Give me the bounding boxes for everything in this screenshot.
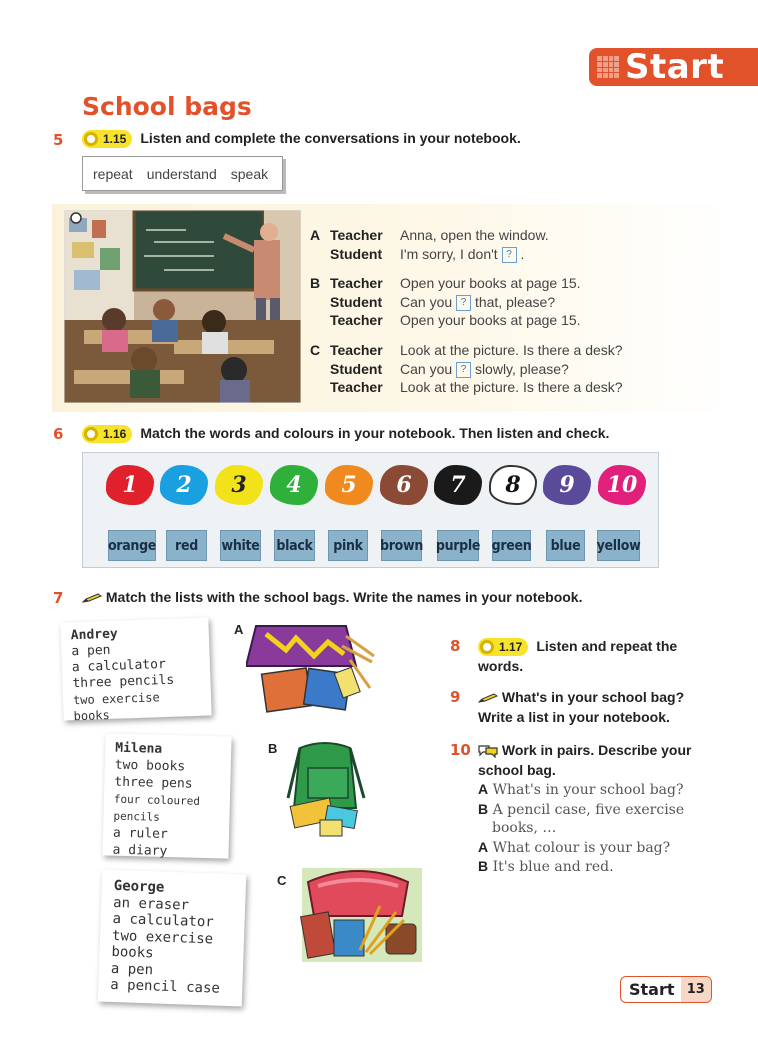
list-item: a ruler: [112, 825, 168, 843]
conversation-line: It's blue and red.: [492, 859, 614, 875]
school-bag-c-illustration: [298, 862, 426, 968]
conversation-speaker: B: [478, 800, 489, 817]
colour-word-tile: red: [166, 530, 207, 561]
colour-word-tile: black: [274, 530, 315, 561]
list-note-milena: [102, 733, 231, 858]
colour-word-tile: white: [220, 530, 261, 561]
speaker: Student: [330, 360, 383, 377]
instruction-text: words.: [478, 658, 524, 675]
audio-track-badge[interactable]: [478, 638, 528, 656]
line-text: Anna, open the window.: [400, 227, 549, 243]
line-text: that, please?: [474, 293, 556, 310]
colour-blob-4: [270, 465, 318, 505]
list-item: a pencil case: [110, 976, 221, 997]
colour-word-tile: brown: [381, 530, 422, 561]
conversation-line: What's in your school bag?: [492, 782, 684, 798]
colour-word-tile: orange: [108, 530, 156, 561]
speaker: Student: [330, 245, 383, 262]
pencil-icon: [478, 693, 498, 703]
list-note-andrey: [60, 617, 211, 724]
colour-blob-5: [325, 465, 373, 505]
blob-number: 6: [396, 472, 412, 498]
conversation-line: books, …: [492, 820, 557, 836]
dialogue-letter: A: [310, 227, 321, 243]
colour-word-tile: pink: [328, 530, 368, 561]
dialogue-letter: B: [310, 275, 321, 291]
page-footer: [620, 976, 712, 1003]
track-number: 1.15: [103, 132, 127, 147]
conversation-line: What colour is your bag?: [492, 839, 671, 856]
list-item: a calculator: [112, 910, 215, 931]
exercise-9: [450, 687, 720, 727]
section-tab-label: Start: [625, 47, 725, 87]
exercise-number-7: 7: [53, 589, 64, 607]
colour-blob-7: [434, 465, 482, 505]
pair-conversation: [478, 780, 718, 877]
exercise-8: [450, 636, 720, 676]
bag-label-c: C: [277, 873, 287, 888]
exercise-7-instruction: [82, 589, 582, 605]
page-number: 13: [681, 977, 711, 1002]
grid-icon: [597, 56, 619, 78]
bag-label-a: A: [234, 622, 244, 637]
list-item: an eraser: [112, 894, 190, 914]
instruction-text: Listen and complete the conversations in your notebook.: [140, 130, 521, 146]
list-item: two exercise books: [72, 690, 160, 724]
colour-word-tile: blue: [546, 530, 585, 561]
colour-blob-9: [543, 465, 591, 505]
school-bag-b-illustration: [282, 738, 378, 838]
list-item: four coloured pencils: [113, 792, 201, 824]
list-item: two books: [114, 757, 186, 775]
cd-icon: [480, 640, 494, 654]
blob-number: 7: [450, 472, 466, 498]
colour-word-tile: green: [492, 530, 531, 561]
instruction-text: Write a list in your notebook.: [478, 709, 670, 725]
line-text: .: [520, 245, 525, 262]
colour-word-tile: purple: [437, 530, 479, 561]
blob-number: 8: [505, 472, 521, 498]
list-note-george: [98, 870, 247, 1007]
pair-work-icon: [478, 744, 498, 758]
line-text: I'm sorry, I don't: [400, 245, 498, 262]
colour-blob-3: [215, 465, 263, 505]
audio-track-badge[interactable]: [82, 425, 132, 443]
conversation-line: A pencil case, five exercise: [492, 801, 685, 818]
list-item: a calculator: [71, 656, 167, 676]
speaker: Teacher: [330, 379, 383, 395]
classroom-photo: [64, 210, 301, 403]
conversation-speaker: A: [478, 838, 489, 855]
instruction-text: Work in pairs. Describe your: [501, 742, 692, 758]
exercise-10: [450, 740, 720, 780]
list-item: two exercise: [111, 927, 214, 947]
blob-number: 9: [559, 472, 575, 498]
instruction-text: Match the lists with the school bags. Write the names in your notebook.: [105, 589, 583, 605]
list-item: a pen: [110, 960, 154, 978]
colour-blob-6: [380, 465, 428, 505]
conversation-speaker: A: [478, 781, 489, 797]
colour-word-tile: yellow: [597, 530, 640, 561]
speaker: Teacher: [330, 275, 383, 291]
blob-number: 2: [176, 472, 192, 498]
line-text: Can you: [400, 293, 453, 310]
audio-track-badge[interactable]: [82, 130, 132, 148]
colour-blob-8: [489, 465, 537, 505]
gap-box[interactable]: ?: [456, 295, 471, 311]
instruction-text: Listen and repeat the: [536, 638, 678, 654]
colour-blob-2: [160, 465, 208, 505]
dialogue-a: [310, 226, 640, 263]
blob-number: 4: [286, 472, 302, 498]
word-box: [82, 156, 283, 191]
dialogue-b: [310, 274, 640, 330]
footer-label: Start: [629, 980, 675, 999]
dialogue-letter: C: [310, 342, 321, 358]
exercise-number-10: 10: [450, 741, 471, 759]
line-text: Look at the picture. Is there a desk?: [400, 379, 623, 395]
list-item: three pens: [114, 774, 193, 792]
exercise-number-6: 6: [53, 425, 64, 443]
pencil-icon: [82, 593, 102, 603]
list-name: George: [113, 877, 165, 896]
cd-icon: [84, 132, 98, 146]
colour-blob-1: [106, 465, 154, 505]
bag-label-b: B: [268, 741, 278, 756]
section-title: School bags: [82, 92, 252, 121]
list-name: Andrey: [70, 626, 119, 644]
school-bag-a-illustration: [246, 616, 378, 716]
instruction-text: school bag.: [478, 762, 556, 778]
line-text: slowly, please?: [474, 360, 569, 377]
blob-number: 3: [231, 472, 247, 498]
colour-blob-10: [598, 465, 646, 505]
cd-icon: [84, 427, 98, 441]
word-box-item: repeat: [93, 165, 133, 182]
exercise-5-instruction: [82, 130, 521, 148]
line-text: Open your books at page 15.: [400, 275, 581, 291]
word-box-item: understand: [146, 165, 217, 182]
speaker: Teacher: [330, 342, 383, 358]
line-text: Can you: [400, 360, 453, 377]
word-box-item: speak: [230, 165, 269, 182]
speaker: Teacher: [330, 227, 383, 243]
exercise-6-instruction: [82, 425, 609, 443]
list-item: books: [111, 943, 154, 962]
exercise-number-9: 9: [450, 688, 461, 706]
list-item: a diary: [112, 842, 168, 860]
gap-box[interactable]: ?: [502, 247, 517, 263]
track-number: 1.16: [103, 427, 127, 442]
list-item: a pen: [71, 642, 111, 660]
line-text: Look at the picture. Is there a desk?: [400, 342, 623, 358]
list-item: three pencils: [72, 672, 175, 692]
blob-number: 10: [606, 472, 638, 498]
instruction-text: Match the words and colours in your notebook. Then listen and check.: [140, 425, 610, 441]
track-number: 1.17: [499, 640, 523, 655]
list-name: Milena: [115, 740, 163, 757]
exercise-number-5: 5: [53, 131, 64, 149]
dialogue-c: [310, 341, 640, 397]
speaker: Student: [330, 293, 383, 310]
exercise-number-8: 8: [450, 637, 461, 655]
blob-number: 1: [122, 472, 138, 498]
instruction-text: What's in your school bag?: [501, 689, 685, 705]
section-tab: [589, 48, 758, 86]
speaker: Teacher: [330, 312, 383, 328]
conversation-speaker: B: [478, 858, 489, 874]
line-text: Open your books at page 15.: [400, 312, 581, 328]
gap-box[interactable]: ?: [456, 362, 471, 378]
blob-number: 5: [341, 472, 357, 498]
